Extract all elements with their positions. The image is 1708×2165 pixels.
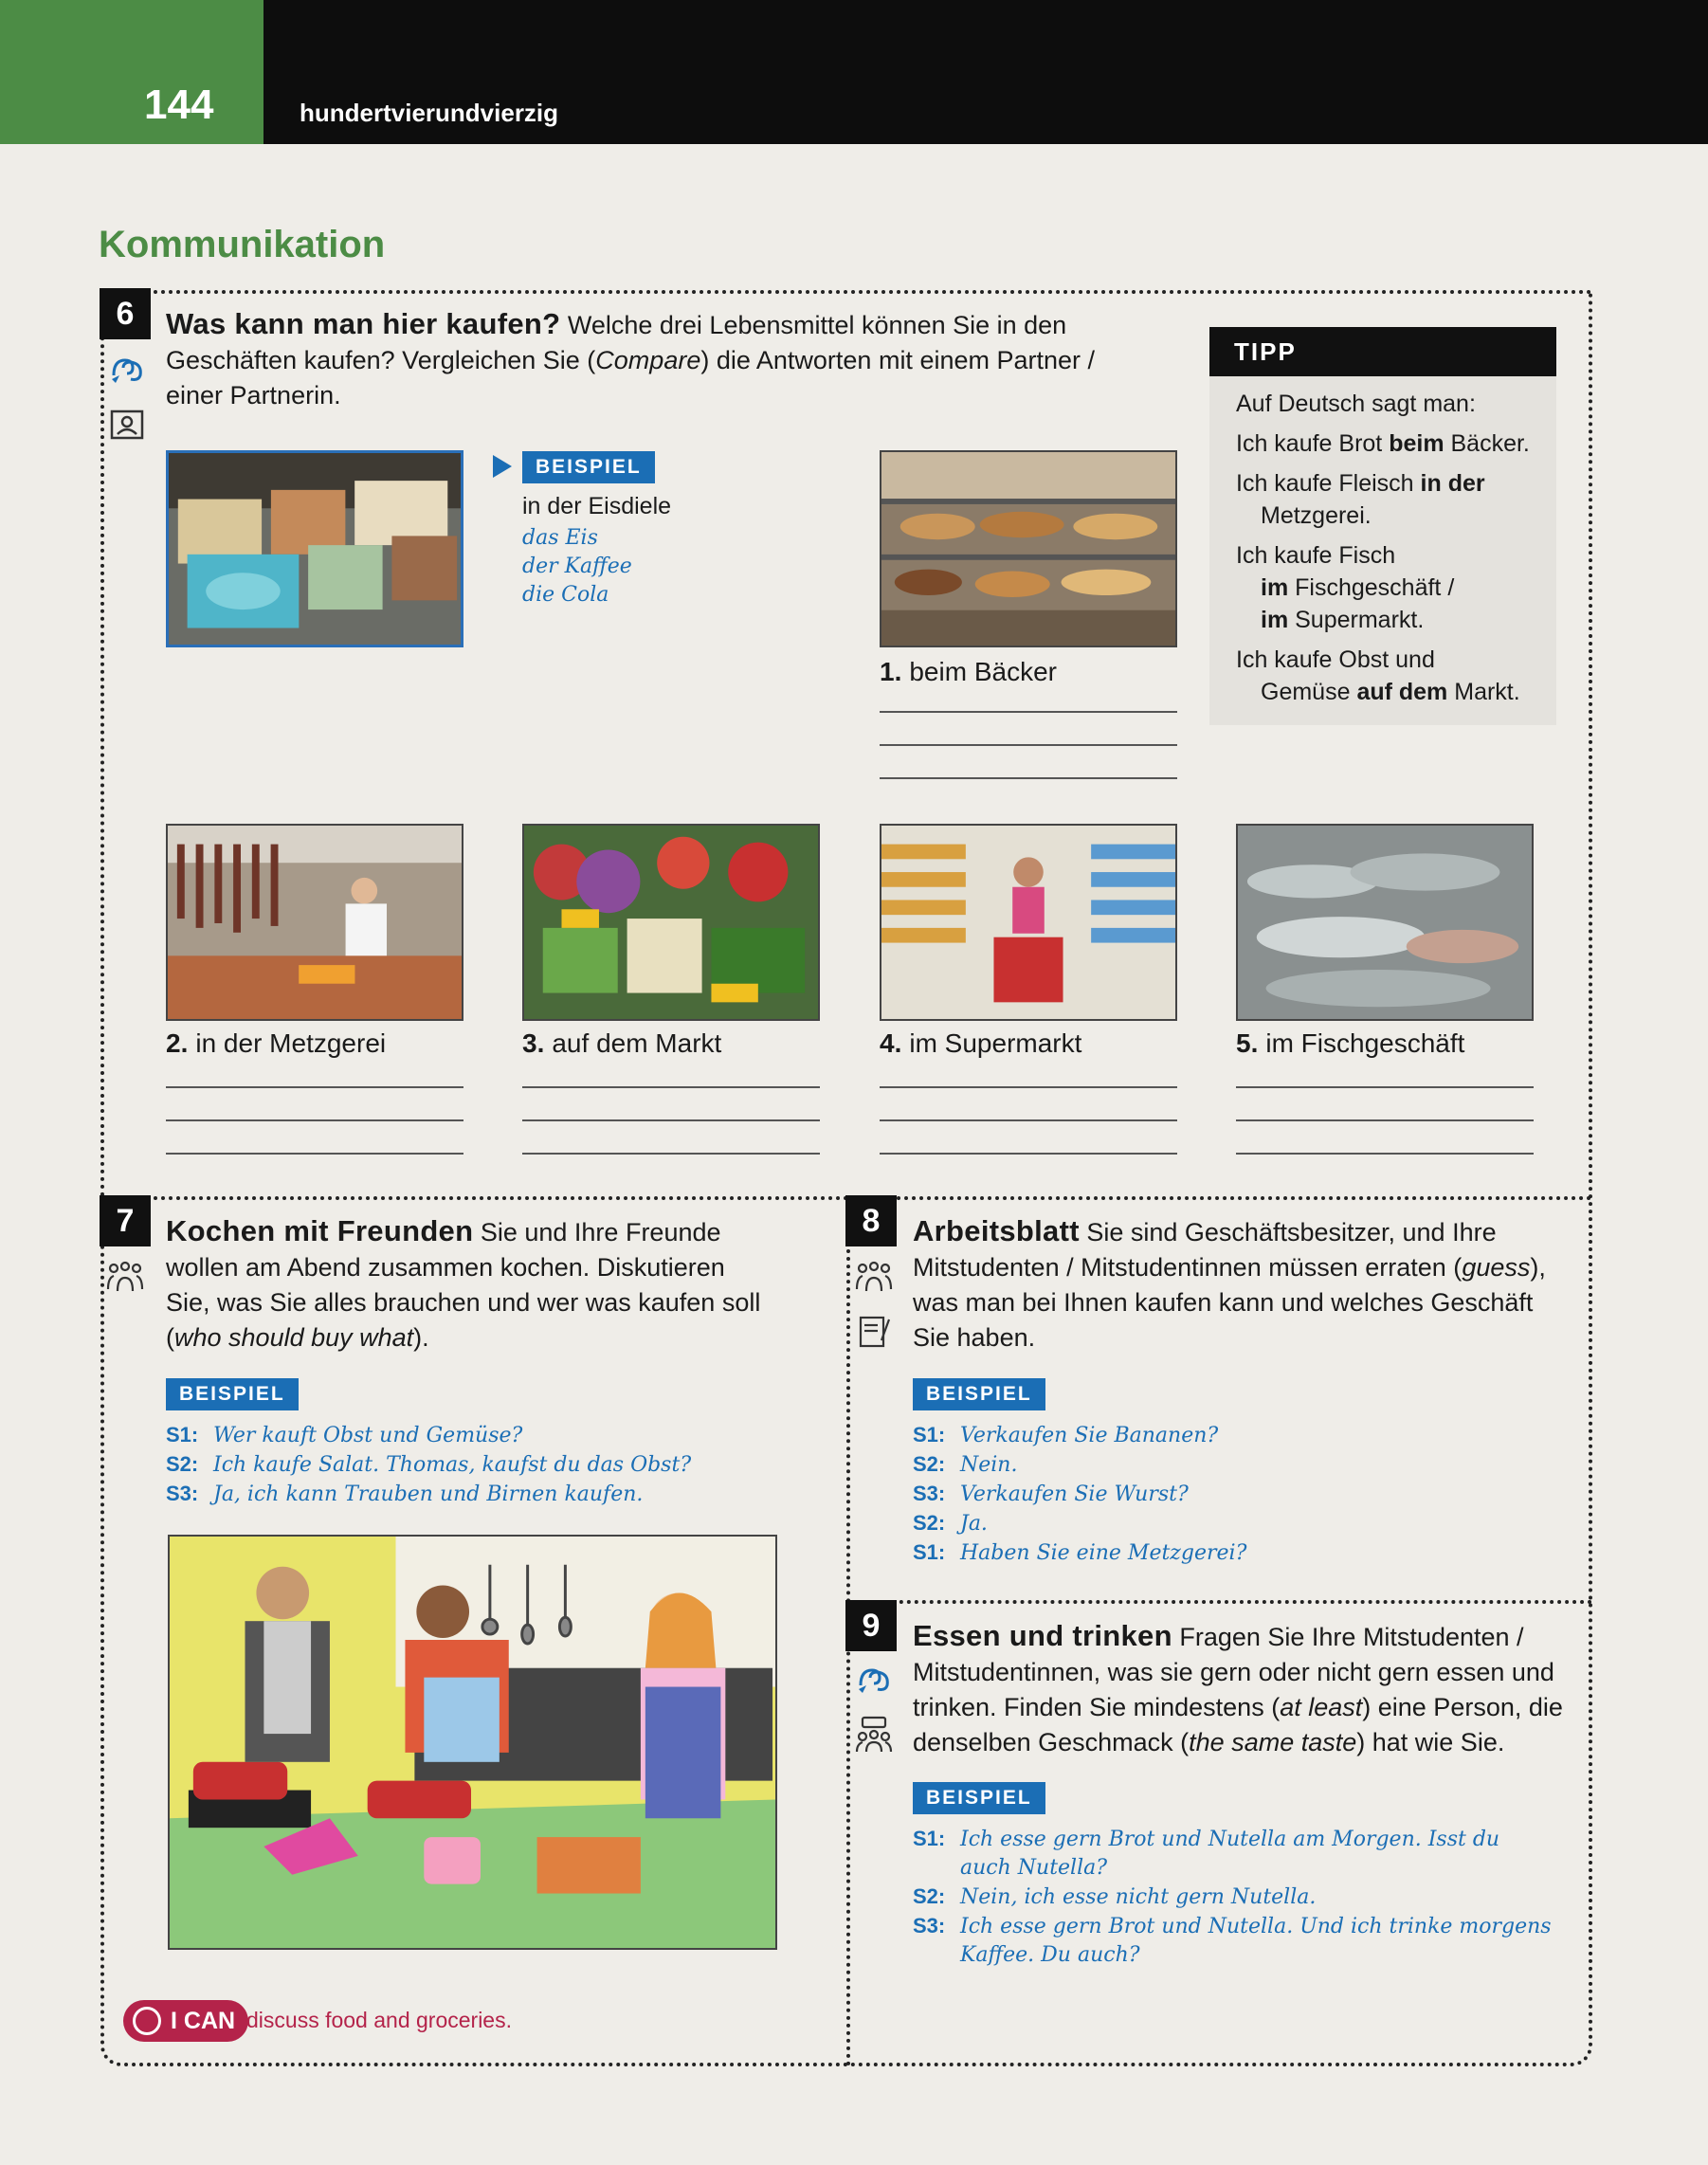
answer-line[interactable]	[522, 1153, 820, 1155]
example-badge: BEISPIEL	[522, 451, 655, 483]
activity-number-7: 7	[100, 1195, 151, 1246]
item-2-label: 2. in der Metzgerei	[166, 1028, 387, 1058]
activity-number-9: 9	[845, 1600, 897, 1651]
answer-line[interactable]	[880, 777, 1177, 779]
page-number-box	[0, 0, 263, 144]
item-4-label: 4. im Supermarkt	[880, 1028, 1082, 1058]
play-arrow-icon	[493, 455, 512, 478]
photo-butcher-shop	[166, 824, 463, 1021]
answer-line[interactable]	[166, 1086, 463, 1088]
page-number: 144	[144, 82, 214, 128]
group-work-icon	[855, 1257, 893, 1295]
answer-line[interactable]	[1236, 1153, 1534, 1155]
class-survey-icon	[855, 1716, 893, 1754]
photo-fish-shop	[1236, 824, 1534, 1021]
illustration-cooking-friends	[168, 1535, 777, 1950]
section-title: Kommunikation	[99, 224, 386, 265]
activity-number-8: 8	[845, 1195, 897, 1246]
photo-bakery	[880, 450, 1177, 647]
divider-horizontal-right	[846, 1600, 1592, 1604]
answer-line[interactable]	[166, 1119, 463, 1121]
answer-line[interactable]	[166, 1153, 463, 1155]
i-can-text: discuss food and groceries.	[246, 2008, 512, 2032]
pair-work-icon	[108, 351, 146, 389]
i-can-badge: I CAN	[123, 2000, 248, 2042]
activity-number-6: 6	[100, 288, 151, 339]
activity-8-title: Arbeitsblatt	[913, 1214, 1080, 1247]
activity-6-title: Was kann man hier kaufen?	[166, 307, 561, 340]
example-items: das Eis der Kaffee die Cola	[522, 526, 632, 607]
textbook-icon	[108, 406, 146, 444]
item-1-label: 1. beim Bäcker	[880, 657, 1057, 686]
example-dialogue-7: S1: Wer kauft Obst und Gemüse? S2: Ich kaufe Salat. Thomas, kaufst du das Obst? S3: Ja, ich kann Trauben und Birnen kaufen.	[166, 1423, 692, 1506]
answer-line[interactable]	[522, 1086, 820, 1088]
photo-market	[522, 824, 820, 1021]
photo-ice-cream-parlor	[166, 450, 463, 647]
answer-line[interactable]	[1236, 1119, 1534, 1121]
example-badge: BEISPIEL	[913, 1782, 1045, 1814]
answer-line[interactable]	[880, 1153, 1177, 1155]
photo-supermarket	[880, 824, 1177, 1021]
tipp-body: Auf Deutsch sagt man: Ich kaufe Brot beim Bäcker. Ich kaufe Fleisch in der Metzgerei. Ich kaufe Fisch im Fischgeschäft / im Supermarkt. Ich kaufe Obst und Gemüse auf dem Markt.	[1236, 391, 1530, 705]
tipp-box	[1209, 327, 1556, 725]
activity-9-instruction: Essen und trinken Fragen Sie Ihre Mitstudenten / Mitstudentinnen, was sie gern oder nicht gern essen und trinken. Finden Sie mindestens (at least) eine Person, die denselben Geschmack (the same taste) hat wie Sie.	[913, 1619, 1563, 1756]
example-badge: BEISPIEL	[913, 1378, 1045, 1410]
item-3-label: 3. auf dem Markt	[522, 1028, 722, 1058]
activity-9-title: Essen und trinken	[913, 1619, 1172, 1652]
answer-line[interactable]	[522, 1119, 820, 1121]
activity-7-instruction: Kochen mit Freunden Sie und Ihre Freunde wollen am Abend zusammen kochen. Diskutieren Sie, was Sie alles brauchen und wer was kaufen soll (who should buy what).	[166, 1214, 761, 1352]
activity-6-instruction: Was kann man hier kaufen? Welche drei Lebensmittel können Sie in den Geschäften kaufen? Vergleichen Sie (Compare) die Antworten mit einem Partner / einer Partnerin.	[166, 307, 1096, 409]
answer-line[interactable]	[880, 1119, 1177, 1121]
example-dialogue-8: S1: Verkaufen Sie Bananen? S2: Nein. S3: Verkaufen Sie Wurst? S2: Ja. S1: Haben Sie eine Metzgerei?	[913, 1423, 1247, 1565]
page-number-word: hundertvierundvierzig	[300, 99, 559, 127]
answer-line[interactable]	[880, 744, 1177, 746]
group-work-icon	[106, 1257, 144, 1295]
activity-8-instruction: Arbeitsblatt Sie sind Geschäftsbesitzer, und Ihre Mitstudenten / Mitstudentinnen müssen erraten (guess), was man bei Ihnen kaufen kann und welches Geschäft Sie haben.	[913, 1214, 1546, 1352]
activity-7-title: Kochen mit Freunden	[166, 1214, 474, 1247]
tipp-heading: TIPP	[1209, 327, 1556, 376]
example-dialogue-9: S1: Ich esse gern Brot und Nutella am Morgen. Isst du auch Nutella? S2: Nein, ich esse nicht gern Nutella. S3: Ich esse gern Brot und Nutella. Und ich trinke morgens Kaffee. Du auch?	[913, 1827, 1552, 1967]
answer-line[interactable]	[880, 711, 1177, 713]
item-5-label: 5. im Fischgeschäft	[1236, 1028, 1465, 1058]
example-place: in der Eisdiele	[522, 493, 672, 519]
answer-line[interactable]	[1236, 1086, 1534, 1088]
worksheet-icon	[855, 1312, 893, 1350]
pair-work-icon	[855, 1661, 893, 1699]
example-badge: BEISPIEL	[166, 1378, 299, 1410]
checkmark-icon	[133, 2007, 161, 2035]
answer-line[interactable]	[880, 1086, 1177, 1088]
